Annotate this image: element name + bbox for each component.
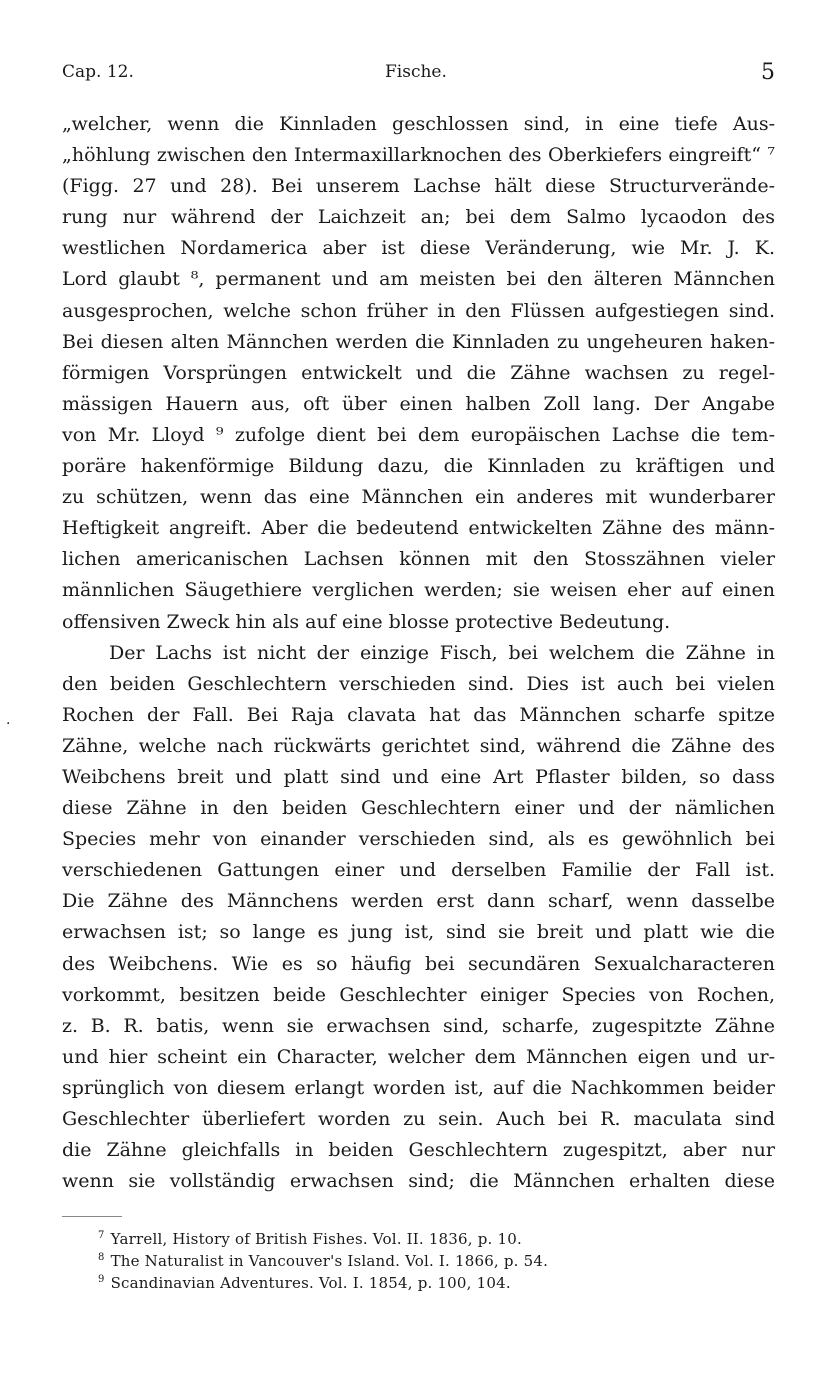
text-line: ausgesprochen, welche schon früher in den Flüssen aufgestiegen sind.: [62, 299, 775, 322]
footnotes: [98, 1225, 718, 1291]
text-line: poräre hakenförmige Bildung dazu, die Kinnladen zu kräftigen und: [62, 455, 775, 478]
text-line: westlichen Nordamerica aber ist diese Veränderung, wie Mr. J. K.: [62, 237, 775, 260]
text-line: Der Lachs ist nicht der einzige Fisch, bei welchem die Zähne in: [109, 641, 775, 664]
text-line: den beiden Geschlechtern verschieden sind. Dies ist auch bei vielen: [62, 672, 775, 695]
page-number: 5: [761, 60, 775, 85]
running-header: [62, 62, 775, 92]
text-line: von Mr. Lloyd ⁹ zufolge dient bei dem europäischen Lachse die tem-: [62, 423, 775, 446]
footnote-marker: 8: [98, 1252, 105, 1263]
text-line: diese Zähne in den beiden Geschlechtern einer und der nämlichen: [62, 797, 775, 820]
text-line: vorkommt, besitzen beide Geschlechter einiger Species von Rochen,: [62, 983, 775, 1006]
footnote-marker: 9: [98, 1274, 105, 1285]
text-line: „höhlung zwischen den Intermaxillarknochen des Oberkiefers eingreift“ ⁷: [62, 144, 775, 167]
footnote-text: Scandinavian Adventures. Vol. I. 1854, p. 100, 104.: [110, 1274, 511, 1292]
text-line: Species mehr von einander verschieden sind, als es gewöhnlich bei: [62, 828, 775, 851]
margin-mark: ·: [6, 716, 11, 732]
text-line: Heftigkeit angreift. Aber die bedeutend entwickelten Zähne des männ-: [62, 517, 775, 540]
text-line: Weibchens breit und platt sind und eine Art Pflaster bilden, so dass: [62, 765, 775, 788]
text-line: zu schützen, wenn das eine Männchen ein anderes mit wunderbarer: [62, 486, 775, 509]
chapter-label: Cap. 12.: [62, 62, 134, 82]
text-line: Bei diesen alten Männchen werden die Kinnladen zu ungeheuren haken-: [62, 330, 775, 353]
text-line: wenn sie vollständig erwachsen sind; die Männchen erhalten diese: [62, 1170, 775, 1193]
footnote-marker: 7: [98, 1230, 105, 1241]
text-line: Rochen der Fall. Bei Raja clavata hat das Männchen scharfe spitze: [62, 703, 775, 726]
text-line: Geschlechter überliefert worden zu sein. Auch bei R. maculata sind: [62, 1108, 775, 1130]
text-line: förmigen Vorsprüngen entwickelt und die Zähne wachsen zu regel-: [62, 361, 775, 384]
text-line: lichen americanischen Lachsen können mit den Stosszähnen vieler: [62, 548, 775, 571]
text-line: sprünglich von diesem erlangt worden ist, auf die Nachkommen beider: [62, 1076, 775, 1099]
footnote-text: Yarrell, History of British Fishes. Vol. II. 1836, p. 10.: [110, 1230, 522, 1248]
text-line: Zähne, welche nach rückwärts gerichtet sind, während die Zähne des: [62, 734, 775, 757]
footnote: [98, 1225, 718, 1247]
text-line: verschiedenen Gattungen einer und derselben Familie der Fall ist.: [62, 859, 775, 882]
text-line: Die Zähne des Männchens werden erst dann scharf, wenn dasselbe: [62, 890, 775, 913]
footnote: [98, 1247, 718, 1269]
text-line: „welcher, wenn die Kinnladen geschlossen sind, in eine tiefe Aus-: [62, 113, 775, 135]
text-line: erwachsen ist; so lange es jung ist, sind sie breit und platt wie die: [62, 921, 775, 944]
text-line: männlichen Säugethiere verglichen werden; sie weisen eher auf einen: [62, 579, 775, 602]
text-line: die Zähne gleichfalls in beiden Geschlechtern zugespitzt, aber nur: [62, 1139, 775, 1162]
text-line: des Weibchens. Wie es so häufig bei secundären Sexualcharacteren: [62, 952, 775, 975]
text-line: (Figg. 27 und 28). Bei unserem Lachse hält diese Structurverände-: [62, 175, 775, 198]
body-text: [62, 109, 775, 1197]
footnote: [98, 1269, 718, 1291]
text-line: z. B. R. batis, wenn sie erwachsen sind, scharfe, zugespitzte Zähne: [62, 1014, 775, 1037]
footnote-text: The Naturalist in Vancouver's Island. Vol. I. 1866, p. 54.: [110, 1252, 549, 1270]
page-title: Fische.: [385, 62, 447, 82]
text-line: rung nur während der Laichzeit an; bei dem Salmo lycaodon des: [62, 206, 775, 229]
text-line: und hier scheint ein Character, welcher dem Männchen eigen und ur-: [62, 1045, 775, 1068]
text-line: Lord glaubt ⁸, permanent und am meisten bei den älteren Männchen: [62, 268, 775, 291]
text-line: mässigen Hauern aus, oft über einen halben Zoll lang. Der Angabe: [62, 392, 775, 415]
text-line: offensiven Zweck hin als auf eine blosse protective Bedeutung.: [62, 610, 671, 633]
footnote-divider: [62, 1216, 122, 1217]
